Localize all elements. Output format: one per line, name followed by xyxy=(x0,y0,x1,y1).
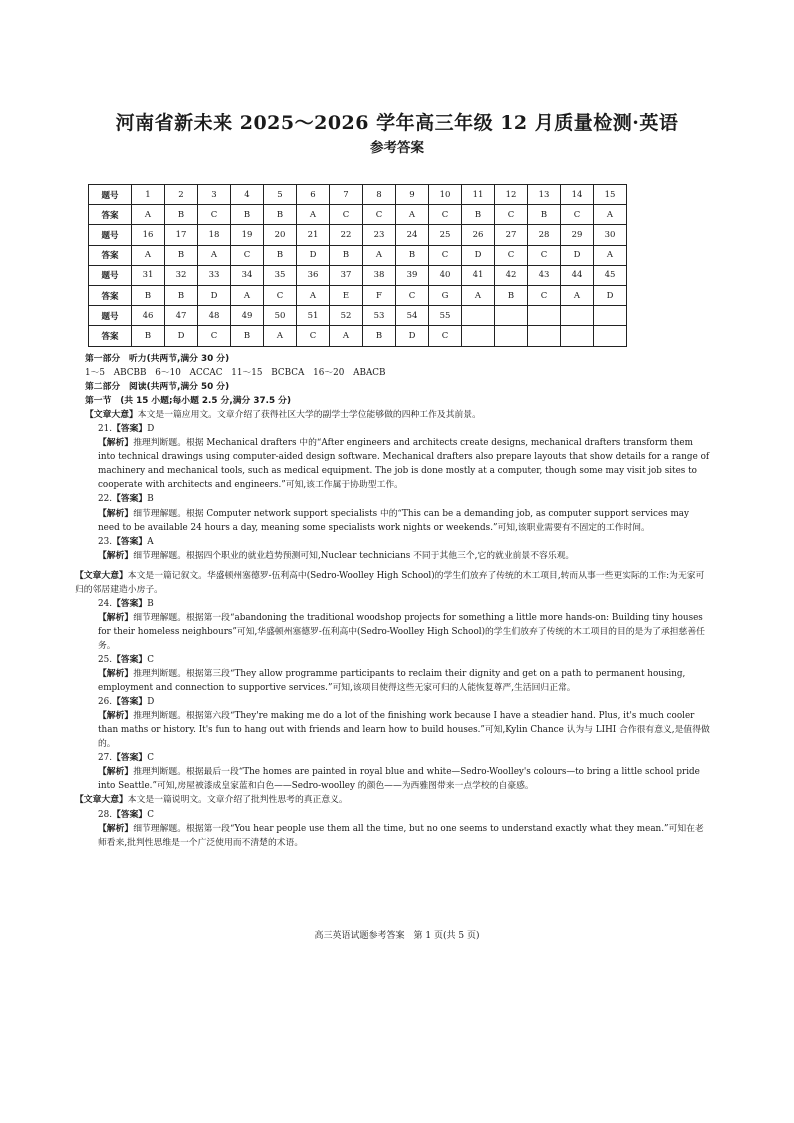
summary-text: 本文是一篇记叙文。华盛顿州塞德罗-伍利高中(Sedro-Woolley High School)的学生们放弃了传统的木工项目,转而从事一些更实际的工作:为无家可归的邻居建造小房子。 xyxy=(75,570,705,595)
summary-tag: 【文章大意】 xyxy=(85,410,138,421)
document-title: 河南省新未来 2025～2026 学年高三年级 12 月质量检测·英语 xyxy=(115,112,679,134)
question-number: 28. xyxy=(98,809,112,820)
table-cell: 24 xyxy=(396,225,429,245)
question-analysis xyxy=(85,436,710,492)
table-cell xyxy=(528,306,561,326)
part1-heading: 第一部分 听力(共两节,满分 30 分) xyxy=(85,354,230,364)
table-cell: 21 xyxy=(297,225,330,245)
answer-tag: 【答案】 xyxy=(112,424,148,435)
document-subtitle: 参考答案 xyxy=(370,140,424,156)
table-cell: 35 xyxy=(264,265,297,285)
table-cell: F xyxy=(363,285,396,305)
table-cell: 19 xyxy=(231,225,264,245)
table-cell: 31 xyxy=(132,265,165,285)
table-cell: C xyxy=(429,205,462,225)
table-cell: B xyxy=(132,326,165,346)
analysis-text: 细节理解题。根据第一段“abandoning the traditional woodshop projects for something a little more hands-on: Building tiny houses for their homeless neighbours”可知,华盛顿州塞德罗-伍利高中(Sedro-Woolley High School)的学生们放弃了传统的木工项目的目的是为了承担慈善任务。 xyxy=(98,612,705,651)
table-cell: 11 xyxy=(462,185,495,205)
table-row xyxy=(89,185,627,205)
table-cell: B xyxy=(165,245,198,265)
answer-explanations xyxy=(75,352,710,850)
table-cell: 27 xyxy=(495,225,528,245)
table-cell: C xyxy=(198,326,231,346)
question-analysis xyxy=(85,507,710,535)
table-cell: 52 xyxy=(330,306,363,326)
question-answer xyxy=(85,535,710,549)
table-cell xyxy=(462,326,495,346)
row-header: 答案 xyxy=(89,245,132,265)
answer-tag: 【答案】 xyxy=(112,598,148,609)
question-answer xyxy=(85,492,710,506)
table-cell: 55 xyxy=(429,306,462,326)
table-cell xyxy=(561,326,594,346)
question-number: 23. xyxy=(98,536,112,547)
table-row xyxy=(89,245,627,265)
table-cell: 20 xyxy=(264,225,297,245)
row-header: 题号 xyxy=(89,306,132,326)
question-analysis xyxy=(85,822,710,850)
table-cell: A xyxy=(561,285,594,305)
table-cell: 44 xyxy=(561,265,594,285)
table-cell: B xyxy=(264,245,297,265)
row-header: 题号 xyxy=(89,225,132,245)
table-cell: 41 xyxy=(462,265,495,285)
table-cell: 3 xyxy=(198,185,231,205)
table-cell: 50 xyxy=(264,306,297,326)
answer-tag: 【答案】 xyxy=(112,809,148,820)
table-cell: B xyxy=(495,285,528,305)
table-cell: B xyxy=(330,245,363,265)
table-cell: 48 xyxy=(198,306,231,326)
table-cell: C xyxy=(528,245,561,265)
table-cell: D xyxy=(462,245,495,265)
answer-letter: A xyxy=(147,536,154,547)
analysis-tag: 【解析】 xyxy=(98,669,134,680)
table-cell: C xyxy=(264,285,297,305)
answer-tag: 【答案】 xyxy=(112,536,148,547)
table-cell: 15 xyxy=(594,185,627,205)
table-cell: 7 xyxy=(330,185,363,205)
table-cell: 26 xyxy=(462,225,495,245)
table-cell: 16 xyxy=(132,225,165,245)
question-answer xyxy=(85,695,710,709)
table-cell: C xyxy=(429,245,462,265)
analysis-tag: 【解析】 xyxy=(98,767,134,778)
table-cell: B xyxy=(165,205,198,225)
table-cell: C xyxy=(330,205,363,225)
summary-text: 本文是一篇应用文。文章介绍了获得社区大学的副学士学位能够做的四种工作及其前景。 xyxy=(137,410,481,421)
table-cell: 8 xyxy=(363,185,396,205)
answer-letter: D xyxy=(147,697,155,708)
table-cell: A xyxy=(231,285,264,305)
table-cell: A xyxy=(132,205,165,225)
table-cell: 32 xyxy=(165,265,198,285)
table-cell: A xyxy=(330,326,363,346)
table-cell: 2 xyxy=(165,185,198,205)
table-cell: C xyxy=(561,205,594,225)
analysis-text: 推理判断题。根据最后一段“The homes are painted in royal blue and white—Sedro-Woolley's colours—to bring a little school pride into Seattle.”可知,房屋被漆成皇家蓝和白色——Sedro-woolley 的颜色——为西雅图带来一点学校的自豪感。 xyxy=(98,767,700,792)
table-cell: D xyxy=(396,326,429,346)
question-analysis xyxy=(85,709,710,751)
table-cell: B xyxy=(396,245,429,265)
table-cell: 5 xyxy=(264,185,297,205)
table-cell: 30 xyxy=(594,225,627,245)
table-cell: 54 xyxy=(396,306,429,326)
question-number: 22. xyxy=(98,494,112,505)
answer-tag: 【答案】 xyxy=(112,697,148,708)
table-cell: 10 xyxy=(429,185,462,205)
answer-letter: D xyxy=(147,424,155,435)
table-cell: B xyxy=(231,205,264,225)
table-cell: 17 xyxy=(165,225,198,245)
table-cell: 22 xyxy=(330,225,363,245)
table-cell: 53 xyxy=(363,306,396,326)
table-cell: A xyxy=(132,245,165,265)
question-number: 21. xyxy=(98,424,112,435)
analysis-text: 细节理解题。根据四个职业的就业趋势预测可知,Nuclear technicians 不同于其他三个,它的就业前景不容乐观。 xyxy=(133,550,575,561)
page-footer: 高三英语试题参考答案 第 1 页(共 5 页) xyxy=(314,931,480,941)
table-cell: 6 xyxy=(297,185,330,205)
question-answer xyxy=(85,653,710,667)
table-cell: C xyxy=(495,205,528,225)
table-cell: 49 xyxy=(231,306,264,326)
table-row xyxy=(89,205,627,225)
table-cell: B xyxy=(528,205,561,225)
table-cell: E xyxy=(330,285,363,305)
table-cell: C xyxy=(429,326,462,346)
table-cell: 9 xyxy=(396,185,429,205)
analysis-text: 细节理解题。根据第一段“You hear people use them all the time, but no one seems to understand exactly what they mean.”可知在老师看来,批判性思维是一个广泛使用而不清楚的术语。 xyxy=(98,823,704,848)
answer-tag: 【答案】 xyxy=(112,753,148,764)
analysis-tag: 【解析】 xyxy=(98,612,134,623)
table-cell: A xyxy=(396,205,429,225)
row-header: 答案 xyxy=(89,285,132,305)
question-answer xyxy=(85,808,710,822)
answer-letter: C xyxy=(147,654,154,665)
table-cell: 12 xyxy=(495,185,528,205)
table-cell: A xyxy=(297,285,330,305)
table-cell: C xyxy=(198,205,231,225)
analysis-tag: 【解析】 xyxy=(98,508,134,519)
row-header: 题号 xyxy=(89,265,132,285)
table-cell xyxy=(561,306,594,326)
table-cell: A xyxy=(594,245,627,265)
passage-a-summary xyxy=(85,408,710,422)
question-analysis xyxy=(85,611,710,653)
table-cell: A xyxy=(594,205,627,225)
table-cell: 29 xyxy=(561,225,594,245)
row-header: 题号 xyxy=(89,185,132,205)
table-cell: C xyxy=(396,285,429,305)
answer-key-table xyxy=(88,184,627,347)
table-cell: 38 xyxy=(363,265,396,285)
table-cell: 39 xyxy=(396,265,429,285)
table-cell: 14 xyxy=(561,185,594,205)
question-number: 25. xyxy=(98,654,112,665)
question-answer xyxy=(85,751,710,765)
analysis-tag: 【解析】 xyxy=(98,438,134,449)
answer-letter: C xyxy=(147,809,154,820)
question-number: 26. xyxy=(98,697,112,708)
table-cell: 1 xyxy=(132,185,165,205)
analysis-text: 推理判断题。根据第六段“They're making me do a lot of the finishing work because I have a steadier hand. Plus, it's much cooler than maths or history. It's fun to hang out with friends and learn how to build houses.”可知,Kylin Chance 认为与 LIHI 合作很有意义,是值得做的。 xyxy=(98,711,710,750)
table-cell: A xyxy=(297,205,330,225)
analysis-text: 细节理解题。根据 Computer network support specialists 中的“This can be a demanding job, as computer support services may need to be available 24 hours a day, meaning some specialists work nights or weekends.”可知,该职业需要有不固定的工作时间。 xyxy=(98,508,690,533)
question-analysis xyxy=(85,667,710,695)
table-row xyxy=(89,306,627,326)
table-cell: 18 xyxy=(198,225,231,245)
table-cell: 51 xyxy=(297,306,330,326)
passage-c-summary xyxy=(75,793,710,807)
table-cell: A xyxy=(462,285,495,305)
table-cell xyxy=(495,306,528,326)
table-cell: B xyxy=(264,205,297,225)
table-cell: D xyxy=(561,245,594,265)
table-cell: D xyxy=(297,245,330,265)
table-cell xyxy=(528,326,561,346)
table-cell: G xyxy=(429,285,462,305)
table-cell: C xyxy=(363,205,396,225)
table-cell: 25 xyxy=(429,225,462,245)
question-answer xyxy=(85,422,710,436)
analysis-tag: 【解析】 xyxy=(98,550,134,561)
table-cell xyxy=(495,326,528,346)
question-analysis xyxy=(85,549,710,563)
table-cell: 43 xyxy=(528,265,561,285)
table-cell: 33 xyxy=(198,265,231,285)
table-cell: 34 xyxy=(231,265,264,285)
table-cell: 36 xyxy=(297,265,330,285)
table-cell: B xyxy=(165,285,198,305)
table-cell: A xyxy=(363,245,396,265)
question-number: 27. xyxy=(98,753,112,764)
table-cell: C xyxy=(297,326,330,346)
section1-heading: 第一节 (共 15 小题;每小题 2.5 分,满分 37.5 分) xyxy=(85,396,291,407)
row-header: 答案 xyxy=(89,326,132,346)
table-cell: C xyxy=(495,245,528,265)
table-cell: 47 xyxy=(165,306,198,326)
row-header: 答案 xyxy=(89,205,132,225)
part2-heading: 第二部分 阅读(共两节,满分 50 分) xyxy=(85,382,230,393)
answer-letter: B xyxy=(147,598,154,609)
question-number: 24. xyxy=(98,598,112,609)
table-cell: 28 xyxy=(528,225,561,245)
question-analysis xyxy=(85,765,710,793)
table-cell: B xyxy=(462,205,495,225)
table-cell: B xyxy=(132,285,165,305)
answer-letter: B xyxy=(147,494,154,505)
table-cell xyxy=(594,326,627,346)
part1-answers: 1～5 ABCBB 6～10 ACCAC 11～15 BCBCA 16～20 ABACB xyxy=(85,368,386,379)
table-cell: C xyxy=(528,285,561,305)
analysis-tag: 【解析】 xyxy=(98,711,134,722)
table-cell xyxy=(594,306,627,326)
table-cell: 45 xyxy=(594,265,627,285)
table-cell: C xyxy=(231,245,264,265)
table-cell: B xyxy=(231,326,264,346)
table-row xyxy=(89,265,627,285)
summary-tag: 【文章大意】 xyxy=(75,570,128,581)
table-cell: B xyxy=(363,326,396,346)
answer-tag: 【答案】 xyxy=(112,654,148,665)
table-row xyxy=(89,285,627,305)
table-cell: A xyxy=(264,326,297,346)
passage-b-summary xyxy=(75,569,710,597)
table-cell: 42 xyxy=(495,265,528,285)
question-answer xyxy=(85,597,710,611)
table-cell: 40 xyxy=(429,265,462,285)
summary-tag: 【文章大意】 xyxy=(75,795,128,806)
table-cell: 23 xyxy=(363,225,396,245)
table-cell: A xyxy=(198,245,231,265)
analysis-tag: 【解析】 xyxy=(98,823,134,834)
table-cell: D xyxy=(165,326,198,346)
table-cell xyxy=(462,306,495,326)
table-cell: 4 xyxy=(231,185,264,205)
table-cell: D xyxy=(198,285,231,305)
table-row xyxy=(89,225,627,245)
analysis-text: 推理判断题。根据 Mechanical drafters 中的“After engineers and architects create designs, mechanical drafters transform them into technical drawings using computer-aided design software. Mechanical drafters also prepare layouts that show details for a range of machinery and mechanical tools, such as medical equipment. The job is done mostly at a computer, though some may visit job sites to cooperate with architects and engineers.”可知,该工作属于协助型工作。 xyxy=(98,438,710,491)
table-row xyxy=(89,326,627,346)
table-cell: 46 xyxy=(132,306,165,326)
answer-tag: 【答案】 xyxy=(112,494,148,505)
table-cell: D xyxy=(594,285,627,305)
answer-letter: C xyxy=(147,753,154,764)
analysis-text: 推理判断题。根据第三段“They allow programme participants to reclaim their dignity and get on a path to permanent housing, employment and connection to supportive services.”可知,该项目使得这些无家可归的人能恢复尊严,生活回归正常。 xyxy=(98,669,686,694)
table-cell: 13 xyxy=(528,185,561,205)
summary-text: 本文是一篇说明文。文章介绍了批判性思考的真正意义。 xyxy=(127,795,348,806)
table-cell: 37 xyxy=(330,265,363,285)
